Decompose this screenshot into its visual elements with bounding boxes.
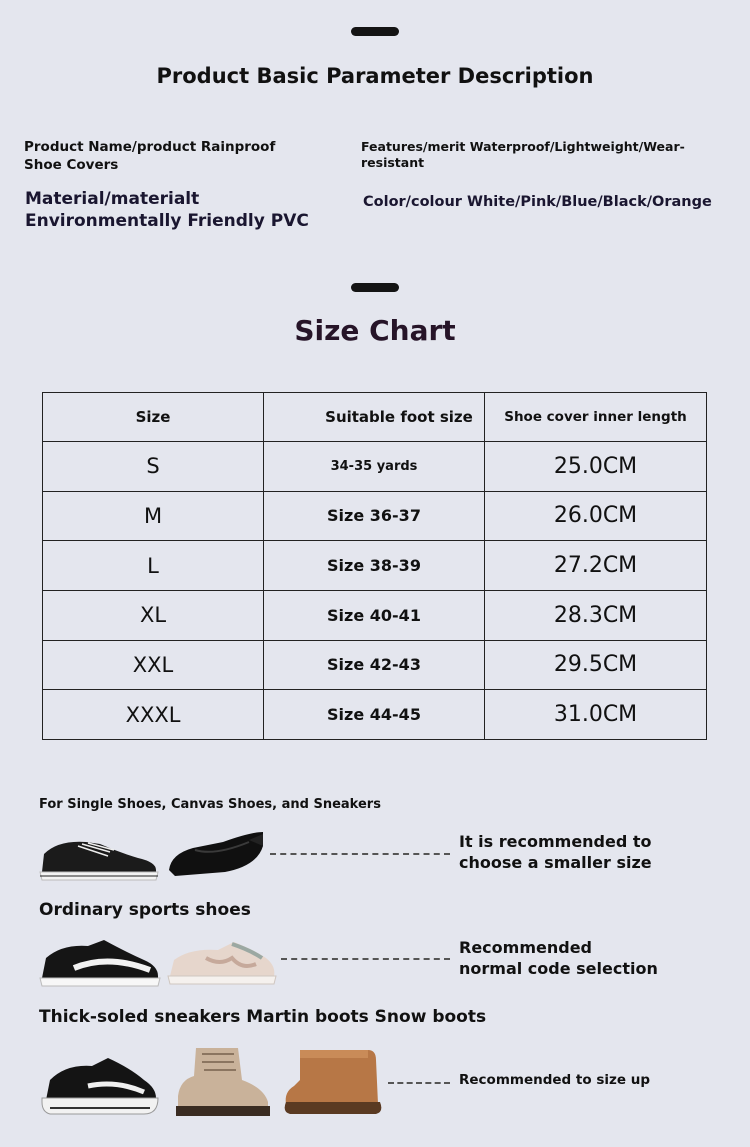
size-column-header: Size xyxy=(43,393,264,442)
section-divider-bar xyxy=(351,283,399,292)
size-cell: S xyxy=(43,442,264,492)
dashed-connector xyxy=(281,958,450,960)
length-cell: 28.3CM xyxy=(485,590,707,640)
martin-boot-icon xyxy=(172,1044,272,1120)
length-cell: 31.0CM xyxy=(485,690,707,740)
color-param: Color/colour White/Pink/Blue/Black/Orange xyxy=(363,194,712,210)
size-advice-text xyxy=(459,938,658,980)
length-cell: 29.5CM xyxy=(485,640,707,690)
foot-size-cell: Size 42-43 xyxy=(264,640,485,690)
advice-line: It is recommended to xyxy=(459,832,652,851)
foot-size-column-header: Suitable foot size xyxy=(264,393,485,442)
size-advice-text xyxy=(459,832,652,874)
advice-line: normal code selection xyxy=(459,958,658,978)
advice-line: choose a smaller size xyxy=(459,852,652,872)
table-row xyxy=(43,690,707,740)
snow-boot-icon xyxy=(280,1046,386,1118)
canvas-sneaker-icon xyxy=(38,832,160,882)
running-shoe-icon xyxy=(166,936,278,988)
foot-size-cell: Size 40-41 xyxy=(264,590,485,640)
table-row xyxy=(43,640,707,690)
table-row xyxy=(43,491,707,541)
flat-shoe-icon xyxy=(165,826,267,880)
dashed-connector xyxy=(388,1082,450,1084)
size-cell: XXL xyxy=(43,640,264,690)
foot-size-cell: Size 38-39 xyxy=(264,541,485,591)
advice-line: Recommended to size up xyxy=(459,1072,650,1088)
size-cell: L xyxy=(43,541,264,591)
length-cell: 26.0CM xyxy=(485,491,707,541)
table-row xyxy=(43,590,707,640)
length-cell: 25.0CM xyxy=(485,442,707,492)
shoe-category-label: For Single Shoes, Canvas Shoes, and Sneakers xyxy=(39,797,381,812)
shoe-category-label: Ordinary sports shoes xyxy=(39,900,251,920)
table-header-row xyxy=(43,393,707,442)
inner-length-column-header: Shoe cover inner length xyxy=(485,393,707,442)
size-cell: XXXL xyxy=(43,690,264,740)
size-cell: XL xyxy=(43,590,264,640)
dashed-connector xyxy=(270,853,450,855)
table-row xyxy=(43,442,707,492)
length-cell: 27.2CM xyxy=(485,541,707,591)
foot-size-cell: Size 44-45 xyxy=(264,690,485,740)
material-param: Material/materialt Environmentally Friendly PVC xyxy=(25,189,309,232)
chunky-sneaker-icon xyxy=(40,1052,160,1118)
parameter-section-title: Product Basic Parameter Description xyxy=(156,64,594,88)
section-divider-bar xyxy=(351,27,399,36)
product-name-param: Product Name/product Rainproof Shoe Covers xyxy=(24,139,276,173)
foot-size-cell: 34-35 yards xyxy=(264,442,485,492)
size-chart-title: Size Chart xyxy=(294,314,456,347)
size-advice-text xyxy=(459,1072,650,1090)
size-cell: M xyxy=(43,491,264,541)
foot-size-cell: Size 36-37 xyxy=(264,491,485,541)
table-row xyxy=(43,541,707,591)
size-chart-table xyxy=(42,392,707,740)
advice-line: Recommended xyxy=(459,938,592,957)
shoe-category-label: Thick-soled sneakers Martin boots Snow boots xyxy=(39,1007,487,1027)
features-param: Features/merit Waterproof/Lightweight/Wear-resistant xyxy=(361,139,685,171)
sports-shoe-icon xyxy=(38,932,162,990)
